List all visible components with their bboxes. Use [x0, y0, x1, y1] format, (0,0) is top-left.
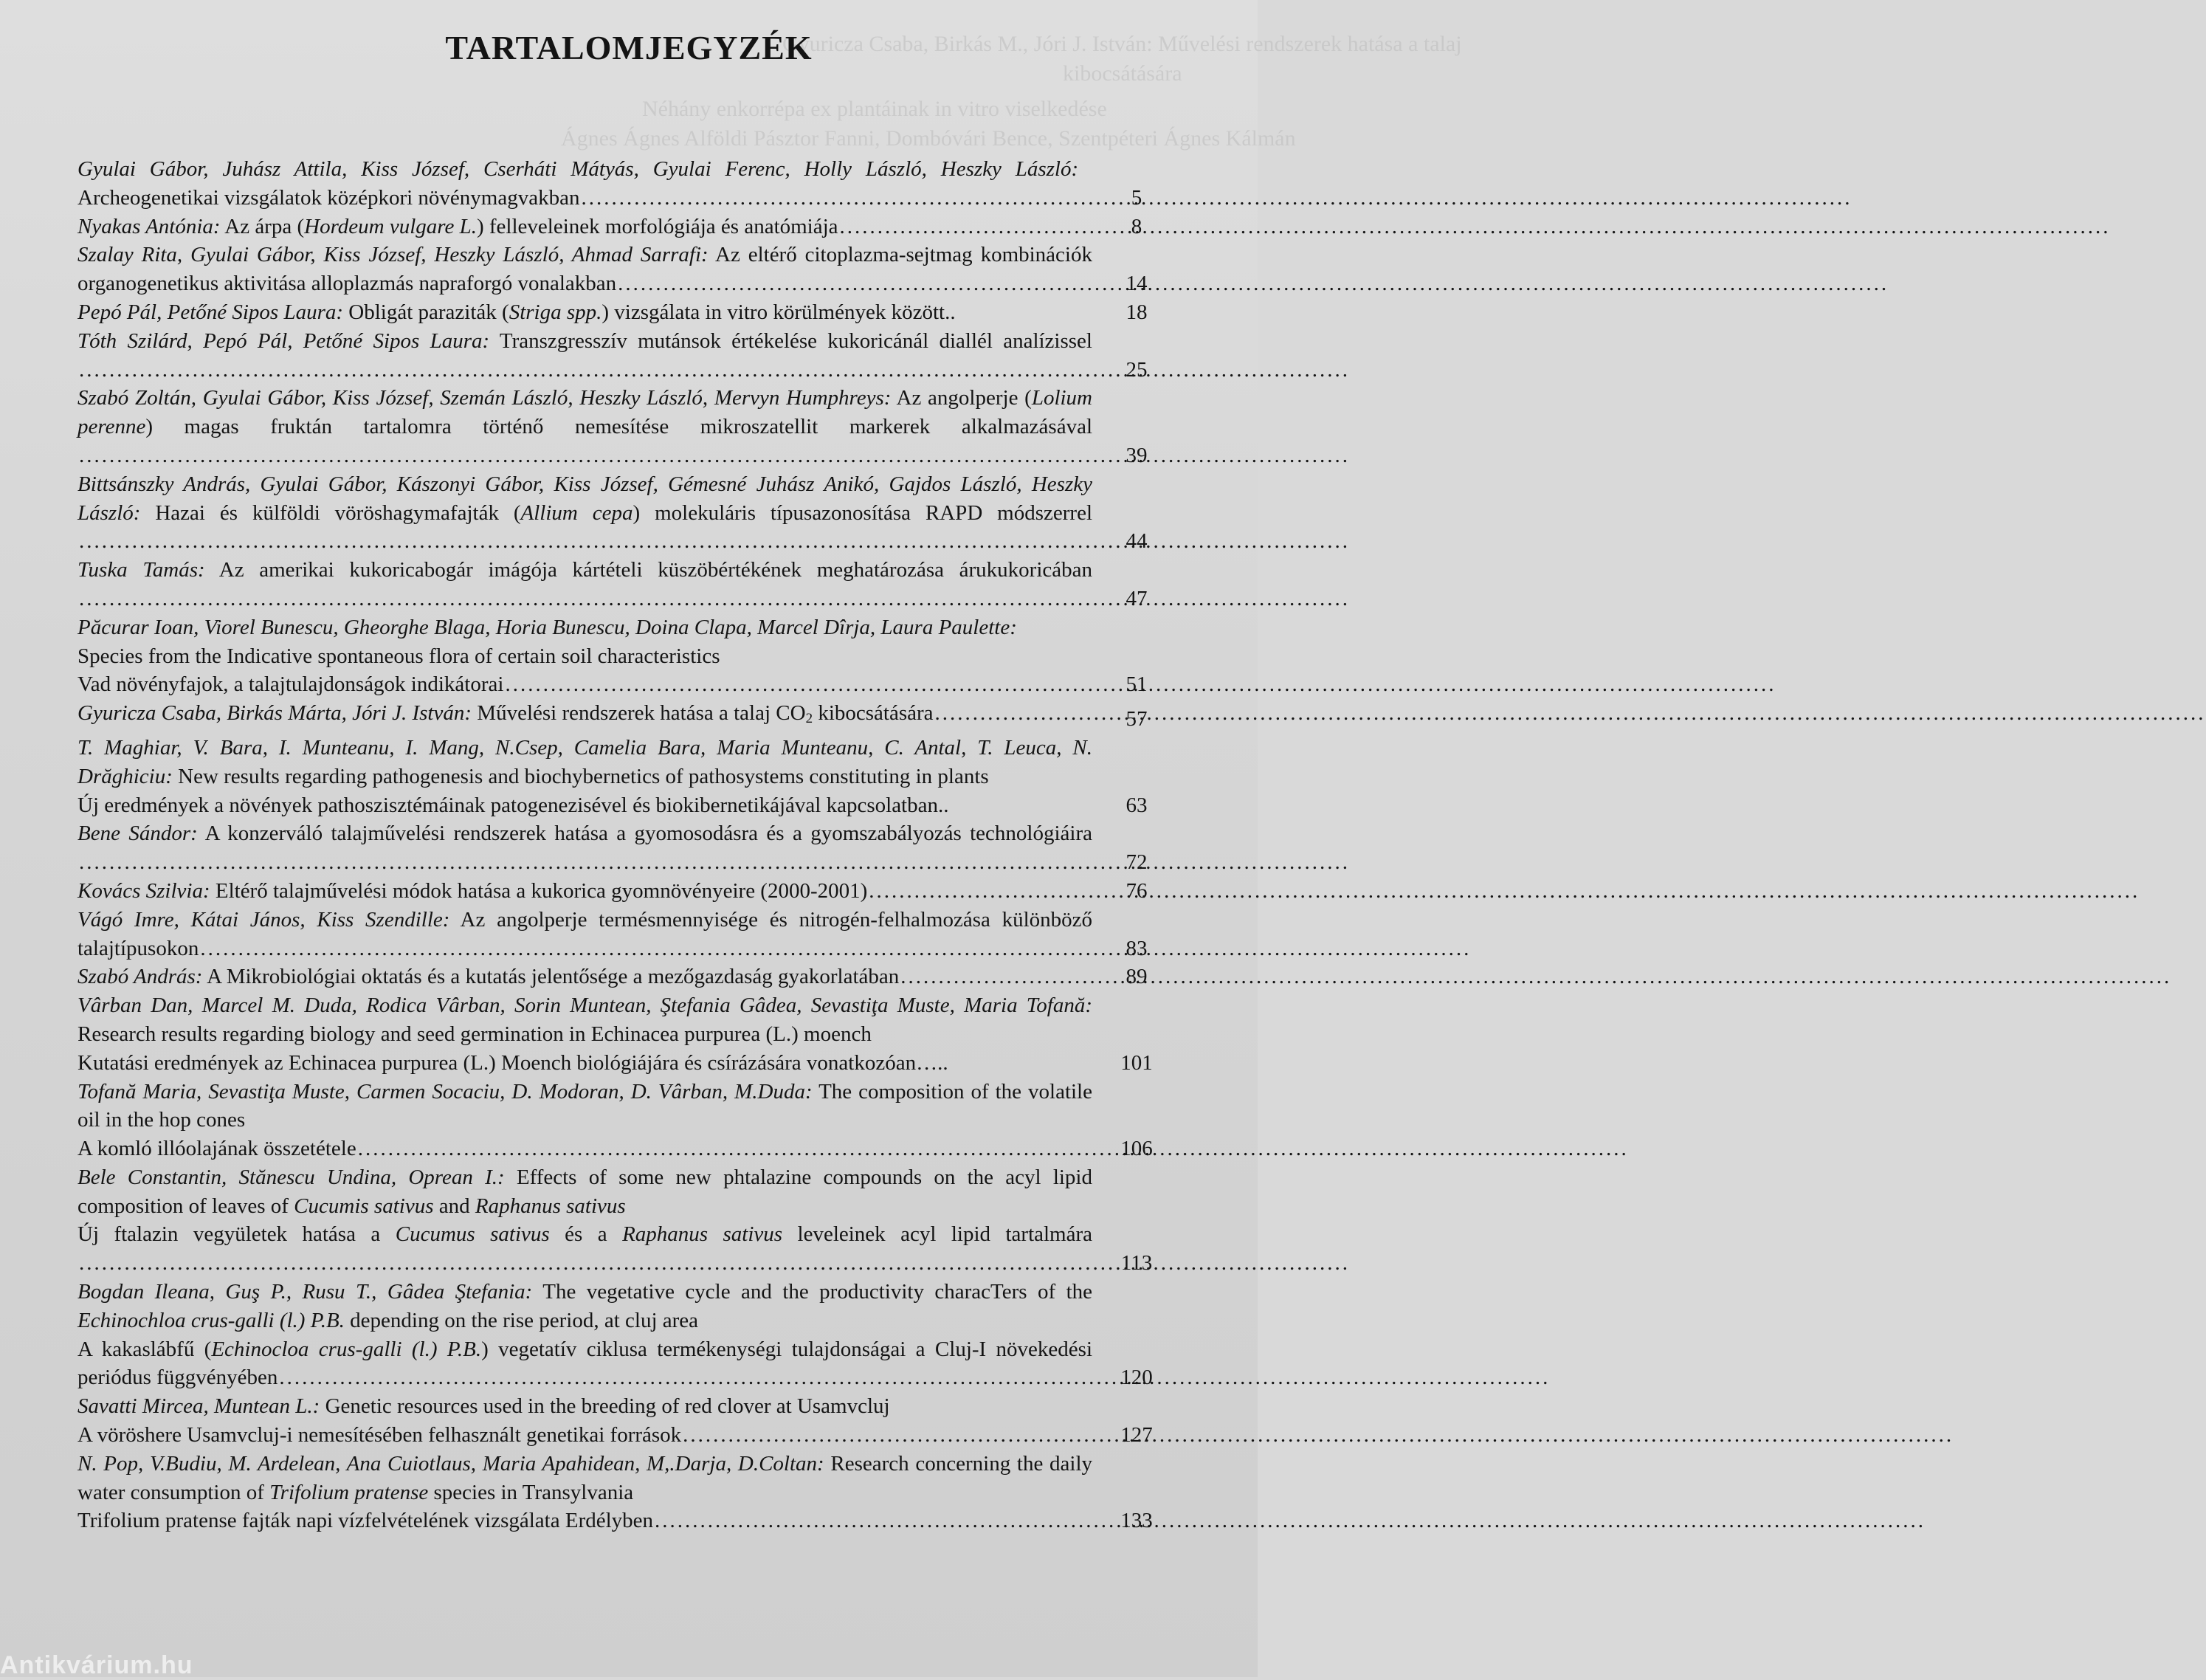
toc-entry[interactable] — [77, 906, 1170, 963]
toc-entry[interactable] — [77, 991, 1170, 1077]
entry-title-english: Effects of some new phtalazine compounds on the acyl lipid composition of leaves of Cucumis sativus and Raphanus sativus — [77, 1165, 1092, 1218]
entry-title-english: The composition of the volatile oil in the hop cones — [77, 1079, 1092, 1132]
entry-authors: Păcurar Ioan, Viorel Bunescu, Gheorghe Blaga, Horia Bunescu, Doina Clapa, Marcel Dîrja, Laura Paulette: — [77, 615, 1017, 639]
toc-entry[interactable] — [77, 1450, 1170, 1535]
entry-title: Eltérő talajművelési módok hatása a kukorica gyomnövényeire (2000-2001) — [215, 878, 868, 903]
entry-authors: Tofană Maria, Sevastiţa Muste, Carmen Socaciu, D. Modoran, D. Vârban, M.Duda: — [77, 1079, 813, 1104]
entry-title-english: Species from the Indicative spontaneous flora of certain soil characteristics — [77, 644, 720, 668]
entry-title-hungarian: Trifolium pratense fajták napi vízfelvételének vizsgálata Erdélyben — [77, 1509, 654, 1533]
entry-page: 127 — [1120, 1423, 1153, 1447]
entry-page: 51 — [1126, 672, 1148, 697]
entry-page: 76 — [1126, 878, 1148, 903]
toc-entry[interactable] — [77, 699, 1170, 734]
entry-authors: Vágó Imre, Kátai János, Kiss Szendille: — [77, 907, 450, 932]
toc-entry[interactable] — [77, 384, 1170, 469]
page-title: TARTALOMJEGYZÉK — [445, 29, 813, 66]
toc-entry[interactable] — [77, 241, 1170, 298]
entry-authors: Vârban Dan, Marcel M. Duda, Rodica Vârban, Sorin Muntean, Ştefania Gâdea, Sevastiţa Muste, Maria Tofană: — [77, 994, 1092, 1018]
entry-page: 57 — [1126, 707, 1148, 731]
entry-page: 47 — [1126, 586, 1148, 610]
dot-leader — [79, 527, 669, 556]
entry-authors: Savatti Mircea, Muntean L.: — [77, 1394, 320, 1419]
entry-page: 39 — [1126, 443, 1148, 467]
entry-page: 14 — [1126, 272, 1148, 296]
toc-entry[interactable] — [77, 1078, 1170, 1163]
toc-entry[interactable] — [77, 155, 1170, 213]
entry-title: Obligát paraziták (Striga spp.) vizsgálata in vitro körülmények között.. — [348, 300, 956, 324]
entry-title: A konzerváló talajművelési rendszerek hatása a gyomosodásra és a gyomszabályozás technológiáira — [204, 822, 1092, 846]
entry-title: Az angolperje (Lolium perenne) magas fruktán tartalomra történő nemesítése mikroszatellit markerek alkalmazásával — [77, 386, 1092, 439]
dot-leader — [279, 1363, 914, 1392]
entry-authors: Bogdan Ileana, Guş P., Rusu T., Gâdea Ştefania: — [77, 1280, 533, 1304]
toc-entry[interactable] — [77, 963, 1170, 991]
toc-entry[interactable] — [77, 1163, 1170, 1278]
entry-authors: Bene Sándor: — [77, 822, 198, 846]
dot-leader — [79, 356, 935, 385]
entry-authors: Szabó András: — [77, 965, 203, 989]
entry-page: 83 — [1126, 936, 1148, 960]
toc-entry[interactable] — [77, 1278, 1170, 1392]
entry-page: 44 — [1126, 529, 1148, 554]
toc-entry[interactable] — [77, 734, 1170, 819]
entry-page: 25 — [1126, 357, 1148, 382]
entry-page: 89 — [1126, 965, 1148, 989]
bleed-through-text-4: Ágnes Ágnes Alföldi Pásztor Fanni, Dombóvári Bence, Szentpéteri Ágnes Kálmán — [561, 126, 1296, 151]
entry-title-english: Research concerning the daily water consumption of Trifolium pratense species in Transylvania — [77, 1451, 1093, 1504]
entry-authors: N. Pop, V.Budiu, M. Ardelean, Ana Cuiotlaus, Maria Apahidean, M,.Darja, D.Coltan: — [77, 1451, 824, 1476]
entry-authors: Tóth Szilárd, Pepó Pál, Petőné Sipos Laura: — [77, 328, 490, 353]
dot-leader — [200, 934, 938, 963]
entry-page: 8 — [1131, 214, 1142, 238]
entry-authors: Tuska Tamás: — [77, 558, 205, 582]
entry-title: Az angolperje termésmennyisége és nitrogén-felhalmozása különböző talajtípusokon — [77, 907, 1093, 960]
entry-authors: Nyakas Antónia: — [77, 214, 221, 238]
dot-leader — [869, 877, 2140, 906]
toc-entry[interactable] — [77, 213, 1170, 241]
entry-title-english: Genetic resources used in the breeding of red clover at Usamvcluj — [325, 1394, 890, 1419]
entry-authors: Gyuricza Csaba, Birkás Márta, Jóri J. István: — [77, 701, 472, 726]
entry-page: 101 — [1120, 1050, 1153, 1075]
entry-title-hungarian: A vöröshere Usamvcluj-i nemesítésében felhasznált genetikai források — [77, 1423, 682, 1447]
entry-title-hungarian: A kakaslábfű (Echinocloa crus-galli (l.) P.B.) vegetatív ciklusa termékenységi tulajdonságai a Cluj-I növekedési periódus függvényében..... — [77, 1335, 1092, 1393]
toc-entry[interactable] — [77, 470, 1170, 556]
toc-entry[interactable] — [77, 819, 1170, 877]
entry-title-hungarian: Új ftalazin vegyületek hatása a Cucumus sativus és a Raphanus sativus leveleinek acyl lipid tartalmára..... — [77, 1220, 1092, 1278]
entry-authors: Szalay Rita, Gyulai Gábor, Kiss József, Heszky László, Ahmad Sarrafi: — [77, 243, 709, 267]
toc-entry[interactable] — [77, 613, 1170, 699]
entry-title: Művelési rendszerek hatása a talaj $CO_2$ kibocsátására — [477, 701, 934, 727]
dot-leader — [618, 269, 839, 298]
bleed-through-text-1: Gyuricza Csaba, Birkás M., Jóri J. István: Művelési rendszerek hatása a talaj — [782, 32, 1462, 56]
entry-title: Hazai és külföldi vöröshagymafajták (Allium cepa) molekuláris típusazonosítása RAPD módszerrel — [155, 500, 1093, 525]
dot-leader — [655, 1507, 1926, 1535]
dot-leader — [79, 585, 891, 613]
bleed-through-text-2: kibocsátására — [1063, 61, 1182, 86]
dot-leader — [79, 441, 898, 470]
dot-leader — [505, 670, 992, 699]
entry-authors: Bele Constantin, Stănescu Undina, Oprean I.: — [77, 1165, 505, 1189]
entry-title-hungarian: A komló illóolajának összetétele — [77, 1137, 356, 1161]
table-of-contents — [77, 155, 1170, 1535]
entry-authors: Bittsánszky András, Gyulai Gábor, Kászonyi Gábor, Kiss József, Gémesné Juhász Anikó, Gajdos László, Heszky László: — [77, 472, 1092, 525]
dot-leader — [900, 963, 2171, 991]
entry-page: 63 — [1126, 793, 1148, 817]
dot-leader — [79, 848, 920, 877]
entry-authors: T. Maghiar, V. Bara, I. Munteanu, I. Mang, N.Csep, Camelia Bara, Maria Munteanu, C. Antal, T. Leuca, N. Drăghiciu: — [77, 735, 1092, 788]
entry-title: A Mikrobiológiai oktatás és a kutatás jelentősége a mezőgazdaság gyakorlatában — [207, 965, 900, 989]
entry-title: Az árpa (Hordeum vulgare L.) felleveleinek morfológiája és anatómiája — [224, 214, 838, 238]
watermark-logo: Antikvárium.hu — [0, 1651, 193, 1679]
entry-title-english: New results regarding pathogenesis and biochybernetics of pathosystems constituting in plants — [178, 764, 989, 788]
entry-title: Az eltérő citoplazma-sejtmag kombinációk organogenetikus aktivitása alloplazmás napraforgó vonalakban — [77, 243, 1092, 296]
toc-entry[interactable] — [77, 556, 1170, 613]
entry-authors: Gyulai Gábor, Juhász Attila, Kiss József, Cserháti Mátyás, Gyulai Ferenc, Holly László, Heszky László: — [77, 157, 1079, 181]
entry-title-english: The vegetative cycle and the productivity characTers of the Echinochloa crus-galli (l.) P.B. depending on the rise period, at cluj area — [77, 1280, 1092, 1332]
entry-title: Archeogenetikai vizsgálatok középkori növénymagvakban — [77, 185, 580, 210]
entry-page: 5 — [1131, 185, 1142, 210]
entry-page: 18 — [1126, 300, 1148, 324]
entry-title: Transzgresszív mutánsok értékelése kukoricánál diallél analízissel — [499, 328, 1092, 353]
toc-entry[interactable] — [77, 327, 1170, 385]
entry-page: 106 — [1120, 1137, 1153, 1161]
entry-title: Az amerikai kukoricabogár imágója kártételi küszöbértékének meghatározása árukukoricában — [218, 558, 1092, 582]
entry-page: 133 — [1120, 1509, 1153, 1533]
toc-entry[interactable] — [77, 298, 1170, 327]
toc-entry[interactable] — [77, 1392, 1170, 1450]
entry-page: 72 — [1126, 850, 1148, 875]
entry-title-hungarian: Új eredmények a növények pathoszisztémáinak patogenezisével és biokibernetikájával kapcsolatban.. — [77, 793, 949, 817]
dot-leader — [79, 1249, 913, 1278]
entry-authors: Pepó Pál, Petőné Sipos Laura: — [77, 300, 344, 324]
entry-page: 113 — [1120, 1251, 1153, 1276]
entry-authors: Kovács Szilvia: — [77, 878, 210, 903]
entry-title-hungarian: Kutatási eredmények az Echinacea purpurea (L.) Moench biológiájára és csírázására vonatkozóan….. — [77, 1050, 948, 1075]
dot-leader — [581, 184, 928, 213]
dot-leader — [358, 1135, 1629, 1163]
entry-title-english: Research results regarding biology and seed germination in Echinacea purpurea (L.) moench — [77, 1022, 872, 1046]
dot-leader — [683, 1421, 1954, 1450]
toc-entry[interactable] — [77, 877, 1170, 906]
bleed-through-text-3: Néhány enkorrépa ex plantáinak in vitro viselkedése — [642, 97, 1107, 121]
dot-leader — [840, 213, 2111, 241]
entry-page: 120 — [1120, 1366, 1153, 1390]
entry-title-hungarian: Vad növényfajok, a talajtulajdonságok indikátorai — [77, 672, 504, 697]
entry-authors: Szabó Zoltán, Gyulai Gábor, Kiss József, Szemán László, Heszky László, Mervyn Humphreys: — [77, 386, 892, 410]
